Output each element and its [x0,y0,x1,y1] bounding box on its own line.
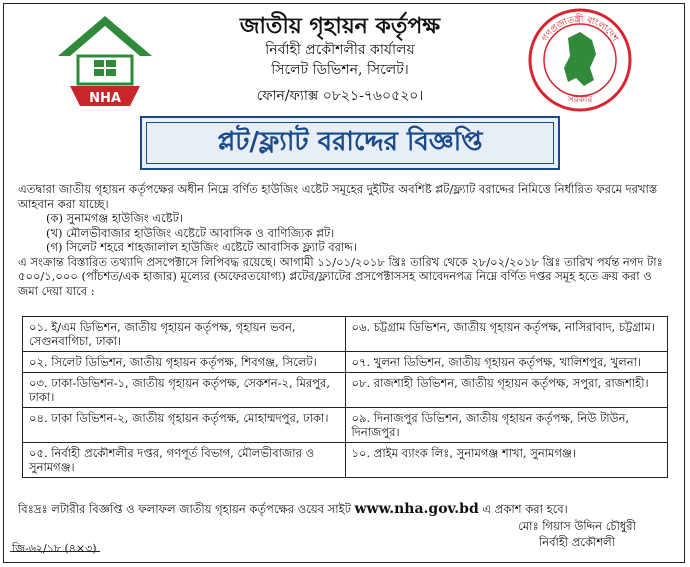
office-cell: ০৭. খুলনা ডিভিশন, জাতীয় গৃহায়ন কর্তৃপক্ষ, খালিশপুর, খুলনা। [345,352,668,373]
website-link[interactable]: www.nha.gov.bd [354,501,479,517]
table-row [23,443,668,478]
office-cell: ০৫. নির্বাহী প্রকৌশলীর দপ্তর, গণপূর্ত বিভাগ, মৌলভীবাজার ও সুনামগঞ্জ। [23,443,346,478]
office-cell: ০২. সিলেট ডিভিশন, জাতীয় গৃহায়ন কর্তৃপক্ষ, শিবগঞ্জ, সিলেট। [23,352,346,373]
office-cell: ১০. প্রাইম ব্যাংক লিঃ, সুনামগঞ্জ শাখা, সুনামগঞ্জ। [345,443,668,478]
org-name: জাতীয় গৃহায়ন কর্তৃপক্ষ [239,13,441,39]
list-item: (ক) সুনামগঞ্জ হাউজিং এষ্টেট। [46,211,184,225]
notice-prefix: বিঃদ্রঃ লটারীর বিজ্ঞপ্তি ও ফলাফল জাতীয় গৃহায়ন কর্তৃপক্ষের ওয়েব সাইট [18,502,351,516]
office-cell: ০৬. চট্টগ্রাম ডিভিশন, জাতীয় গৃহায়ন কর্তৃপক্ষ, নাসিরাবাদ, চট্টগ্রাম। [345,317,668,352]
reference-underline [10,551,100,552]
offices-table [22,316,668,478]
reference-code: জি-৬২/১৮ (৪×৩) [12,542,97,555]
phone-fax: ফোন/ফ্যাক্স ০৮২১-৭৬০৫২০। [256,88,424,104]
intro-paragraph: এতদ্বারা জাতীয় গৃহায়ন কর্তৃপক্ষের অধীন নিম্নে বর্ণিত হাউজিং এষ্টেট সমূহের দুইটির অবশিষ্ট প্লট/ফ্ল্যাট বরাদ্দের নিমিত্তে নির্ধারিত ফরমে দরখাস্ত আহবান করা যাচ্ছে। [18,182,658,211]
office-cell: ০৮. রাজশাহী ডিভিশন, জাতীয় গৃহায়ন কর্তৃপক্ষ, সপুরা, রাজশাহী। [345,373,668,408]
office-name: নির্বাহী প্রকৌশলীর কার্যালয় [265,42,415,58]
table-row [23,373,668,408]
list-item: (গ) সিলেট শহরে শাহজালাল হাউজিং এষ্টেটে আবাসিক ফ্ল্যাট বরাদ্দ। [46,240,357,254]
details-paragraph: এ সংক্রান্ত বিস্তারিত তথ্যাদি প্রসপেক্টাসে লিপিবদ্ধ রয়েছে। আগামী ১১/০১/২০১৮ খ্রিঃ তারিখ থেকে ২৮/০২/২০১৮ খ্রিঃ তারিখ পর্যন্ত নগদ টাঃ ৫০০/১,০০০ (পাঁচশত/এক হাজার) মূল্যের (অফেরতযোগ্য) প্লটের/ফ্ল্যাটের প্রসপেক্টাসসহ আবেদনপত্র নিম্নে বর্ণিত দপ্তর সমূহ হতে ক্রয় করা ও জমা দেয়া যাবে : [18,254,663,298]
government-seal [528,8,632,112]
office-cell: ০৩. ঢাকা-ডিভিশন-১, জাতীয় গৃহায়ন কর্তৃপক্ষ, সেকশন-২, মিরপুর, ঢাকা। [23,373,346,408]
table-row [23,352,668,373]
signature-block [482,518,672,550]
notice-suffix: এ প্রকাশ করা হবে। [482,502,568,516]
seal-top-text: গণপ্রজাতন্ত্রী বাংলাদেশ [540,14,620,44]
notice-body [18,182,670,298]
office-cell: ০৯. দিনাজপুর ডিভিশন, জাতীয় গৃহায়ন কর্তৃপক্ষ, নিউ টাউন, দিনাজপুর। [345,408,668,443]
nha-logo [50,12,160,110]
banner-title: প্লট/ফ্ল্যাট বরাদ্দের বিজ্ঞপ্তি [217,127,483,157]
signatory-title: নির্বাহী প্রকৌশলী [538,535,616,549]
nha-logo-text: NHA [89,91,121,106]
list-item: (খ) মৌলভীবাজার হাউজিং এষ্টেটে আবাসিক ও বাণিজ্যিক প্লট। [46,225,335,240]
table-row [23,317,668,352]
signatory-name: মোঃ গিয়াস উদ্দিন চৌধুরী [518,519,636,533]
seal-bottom-text: সরকার [567,95,593,105]
office-cell: ০১. ই/এম ডিভিশন, জাতীয় গৃহায়ন কর্তৃপক্ষ, গৃহায়ন ভবন, সেগুনবাগিচা, ঢাকা। [23,317,346,352]
office-cell: ০৪. ঢাকা ডিভিশন-২, জাতীয় গৃহায়ন কর্তৃপক্ষ, মোহাম্মদপুর, ঢাকা। [23,408,346,443]
title-banner [140,116,560,170]
table-row [23,408,668,443]
division-name: সিলেট ডিভিশন, সিলেট। [271,62,409,78]
header [180,12,500,106]
